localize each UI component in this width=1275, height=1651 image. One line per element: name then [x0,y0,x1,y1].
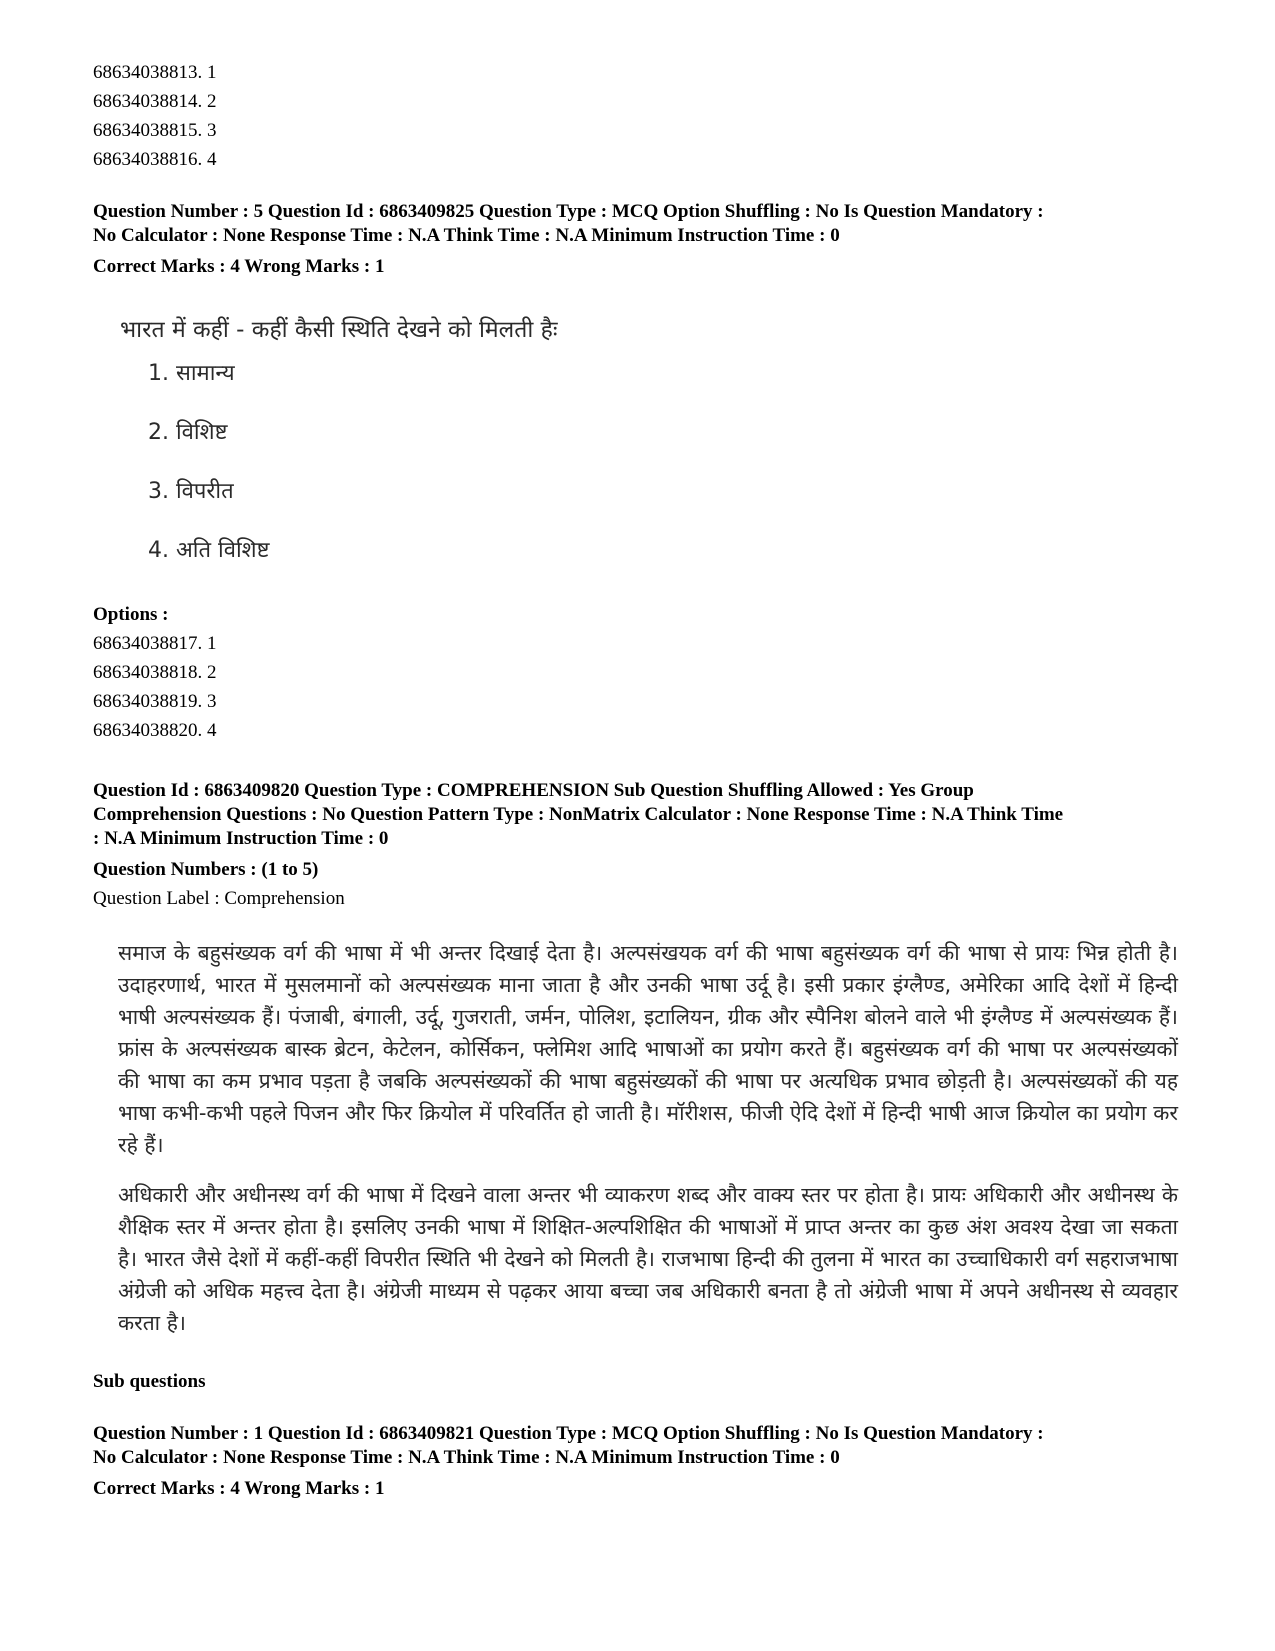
document-page [93,58,1183,1503]
question-1-marks: Correct Marks : 4 Wrong Marks : 1 [93,1478,385,1499]
comprehension-paragraph: समाज के बहुसंख्यक वर्ग की भाषा में भी अन्तर दिखाई देता है। अल्पसंखयक वर्ग की भाषा बहुसंख्यक वर्ग की भाषा से प्रायः भिन्न होती है। उदाहरणार्थ, भारत में मुसलमानों को अल्पसंख्यक माना जाता है और उनकी भाषा उर्दू है। इसी प्रकार इंग्लैण्ड, अमेरिका आदि देशों में हिन्दी भाषी अल्पसंख्यक हैं। पंजाबी, बंगाली, उर्दू, गुजराती, जर्मन, पोलिश, इटालियन, ग्रीक और स्पैनिश बोलने वाले भी इंग्लैण्ड में अल्पसंख्यक हैं। फ्रांस के अल्पसंख्यक बास्क ब्रेटन, केटेलन, कोर्सिकन, फ्लेमिश आदि भाषाओं का प्रयोग करते हैं। बहुसंख्यक वर्ग की भाषा पर अल्पसंख्यकों की भाषा का कम प्रभाव पड़ता है जबकि अल्पसंख्यकों की भाषा बहुसंख्यकों की भाषा पर अत्यधिक प्रभाव छोड़ती है। अल्पसंख्यकों की यह भाषा कभी-कभी पहले पिजन और फिर क्रियोल में परिवर्तित हो जाती है। मॉरीशस, फीजी ऐदि देशों में हिन्दी भाषी आज क्रियोल का प्रयोग कर रहे हैं। [118,941,1178,1157]
question-numbers: Question Numbers : (1 to 5) [93,859,319,880]
option-line: 68634038813. 1 [93,62,217,83]
question-meta-line: No Calculator : None Response Time : N.A Think Time : N.A Minimum Instruction Time : 0 [93,225,840,246]
choice-item: 1. सामान्य [148,361,235,386]
options-label: Options : [93,604,169,625]
option-line: 68634038815. 3 [93,120,217,141]
option-line: 68634038817. 1 [93,633,217,654]
choice-item: 2. विशिष्ट [148,420,228,445]
previous-options-list [93,58,1183,174]
question-meta-line: Question Number : 1 Question Id : 6863409821 Question Type : MCQ Option Shuffling : No Is Question Mandatory : [93,1423,1044,1444]
question-meta-line: Question Id : 6863409820 Question Type : COMPREHENSION Sub Question Shuffling Allowed : Yes Group [93,780,974,801]
option-line: 68634038820. 4 [93,720,217,741]
question-meta-line: Question Number : 5 Question Id : 6863409825 Question Type : MCQ Option Shuffling : No Is Question Mandatory : [93,201,1044,222]
choice-item: 3. विपरीत [148,479,234,504]
option-line: 68634038818. 2 [93,662,217,683]
comprehension-paragraph: अधिकारी और अधीनस्थ वर्ग की भाषा में दिखने वाला अन्तर भी व्याकरण शब्द और वाक्य स्तर पर होता है। प्रायः अधिकारी और अधीनस्थ के शैक्षिक स्तर में अन्तर होता है। इसलिए उनकी भाषा में शिक्षित-अल्पशिक्षित की भाषाओं में प्राप्त अन्तर का कुछ अंश अवश्य देखा जा सकता है। भारत जैसे देशों में कहीं-कहीं विपरीत स्थिति भी देखने को मिलती है। राजभाषा हिन्दी की तुलना में भारत का उच्चाधिकारी वर्ग सहराजभाषा अंग्रेजी को अधिक महत्त्व देता है। अंग्रेजी माध्यम से पढ़कर आया बच्चा जब अधिकारी बनता है तो अंग्रेजी भाषा में अपने अधीनस्थ से व्यवहार करता है। [118,1183,1178,1335]
option-line: 68634038816. 4 [93,149,217,170]
question-5-meta [93,200,1183,248]
sub-questions-label: Sub questions [93,1371,206,1392]
option-line: 68634038814. 2 [93,91,217,112]
comprehension-meta [93,779,1183,851]
question-meta-line: No Calculator : None Response Time : N.A Think Time : N.A Minimum Instruction Time : 0 [93,1447,840,1468]
question-5-options-list [93,629,1183,745]
question-5-choices [148,359,1183,566]
question-label: Question Label : Comprehension [93,888,345,909]
question-meta-line: Comprehension Questions : No Question Pattern Type : NonMatrix Calculator : None Response Time : N.A Think Time [93,804,1064,825]
question-meta-line: : N.A Minimum Instruction Time : 0 [93,828,389,849]
choice-item: 4. अति विशिष्ट [148,538,270,563]
question-5-marks: Correct Marks : 4 Wrong Marks : 1 [93,256,385,277]
option-line: 68634038819. 3 [93,691,217,712]
question-1-meta [93,1422,1183,1470]
question-5-stem: भारत में कहीं - कहीं कैसी स्थिति देखने को मिलती हैः [120,317,558,343]
